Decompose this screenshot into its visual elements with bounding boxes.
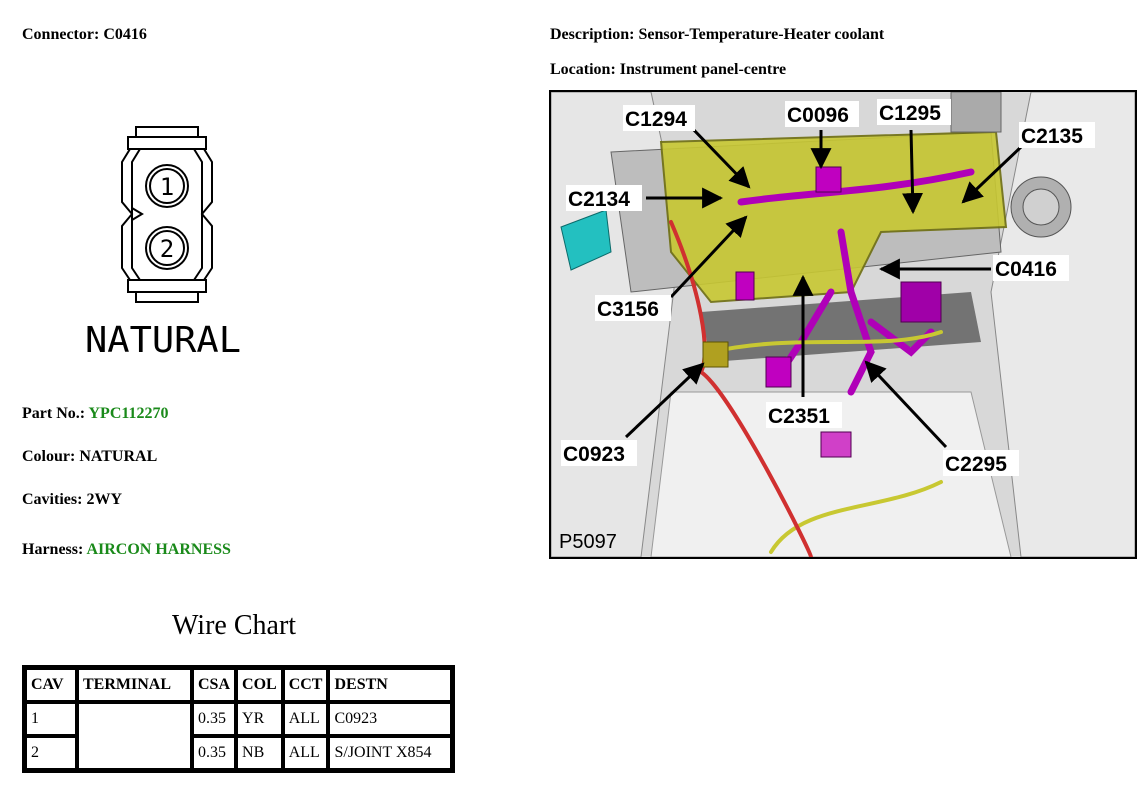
description-heading — [550, 26, 884, 44]
callout-c2295: C2295 — [945, 453, 1007, 476]
location-value: Instrument panel-centre — [619, 61, 787, 78]
connector-label: Connector: — [22, 26, 100, 43]
part-number-link[interactable]: YPC112270 — [88, 405, 169, 422]
cell-destn: S/JOINT X854 — [328, 736, 452, 770]
callout-c0096: C0096 — [787, 104, 849, 127]
description-label: Description: — [550, 26, 635, 43]
colour-label: Colour: — [22, 448, 76, 465]
cavity-1-number: 1 — [159, 173, 175, 201]
cell-terminal — [77, 702, 192, 770]
colour-row — [22, 448, 157, 466]
location-label: Location: — [550, 61, 616, 78]
callout-c2135: C2135 — [1021, 125, 1083, 148]
callout-c2351: C2351 — [768, 405, 830, 428]
cell-cct: ALL — [283, 702, 329, 736]
location-illustration-svg — [551, 92, 1135, 557]
cell-col: YR — [236, 702, 283, 736]
wire-chart-table — [22, 665, 455, 773]
header-col: COL — [236, 668, 283, 702]
connector-value: C0416 — [103, 26, 147, 43]
cell-cav: 1 — [25, 702, 77, 736]
cell-csa: 0.35 — [192, 736, 236, 770]
connector-colour-caption: NATURAL — [85, 320, 242, 361]
figure-id: P5097 — [559, 531, 617, 553]
callout-c1294: C1294 — [625, 108, 687, 131]
callout-c3156: C3156 — [597, 298, 659, 321]
harness-row — [22, 541, 231, 559]
header-destn: DESTN — [328, 668, 452, 702]
colour-value: NATURAL — [79, 448, 158, 465]
part-number-row — [22, 405, 169, 423]
description-value: Sensor-Temperature-Heater coolant — [638, 26, 885, 43]
callout-c1295: C1295 — [879, 102, 941, 125]
part-number-label: Part No.: — [22, 405, 86, 422]
cavity-2-number: 2 — [159, 235, 175, 263]
wire-chart-title: Wire Chart — [172, 610, 297, 641]
location-illustration — [549, 90, 1137, 559]
header-terminal: TERMINAL — [77, 668, 192, 702]
header-cav: CAV — [25, 668, 77, 702]
location-heading — [550, 61, 786, 79]
table-row — [25, 702, 452, 736]
cavities-row — [22, 491, 122, 509]
cell-csa: 0.35 — [192, 702, 236, 736]
connector-face-svg — [80, 122, 250, 362]
connector-heading — [22, 26, 147, 44]
header-cct: CCT — [283, 668, 329, 702]
harness-link[interactable]: AIRCON HARNESS — [86, 541, 231, 558]
cell-cav: 2 — [25, 736, 77, 770]
cell-cct: ALL — [283, 736, 329, 770]
wire-chart-header-row — [25, 668, 452, 702]
harness-label: Harness: — [22, 541, 84, 558]
callout-c2134: C2134 — [568, 188, 630, 211]
cell-col: NB — [236, 736, 283, 770]
callout-c0416: C0416 — [995, 258, 1057, 281]
cell-destn: C0923 — [328, 702, 452, 736]
connector-face-diagram — [80, 122, 250, 362]
cavities-value: 2WY — [86, 491, 122, 508]
cavities-label: Cavities: — [22, 491, 83, 508]
callout-c0923: C0923 — [563, 443, 625, 466]
header-csa: CSA — [192, 668, 236, 702]
